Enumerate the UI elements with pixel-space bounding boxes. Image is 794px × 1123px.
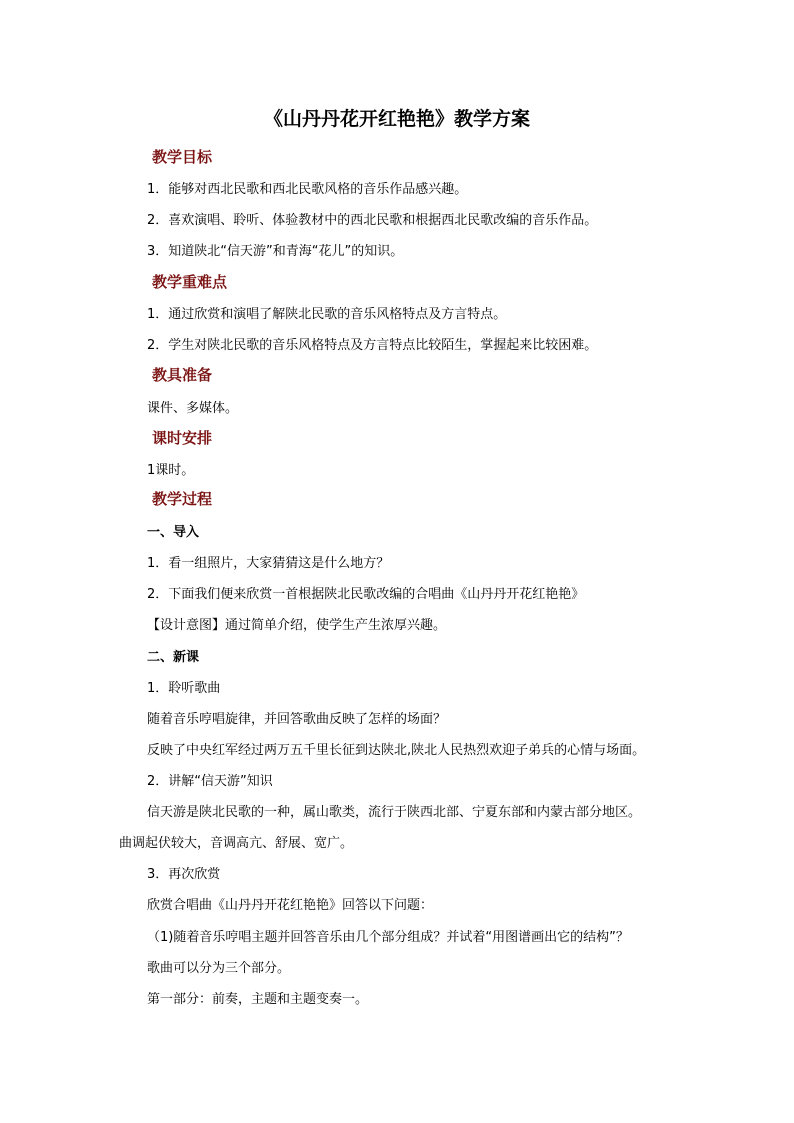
intro-title: 一、导入	[147, 525, 200, 540]
schedule-text: 1课时。	[147, 463, 195, 478]
new-lesson-title: 二、新课	[147, 650, 200, 665]
heading-process: 教学过程	[152, 490, 213, 508]
step2-line-1: 信天游是陕北民歌的一种，属山歌类，流行于陕西北部、宁夏东部和内蒙古部分地区。	[147, 805, 642, 820]
step2-title: 2．讲解“信天游”知识	[147, 774, 273, 789]
intro-item-2: 2．下面我们便来欣赏一首根据陕北民歌改编的合唱曲《山丹丹开花红艳艳》	[147, 587, 585, 602]
step3-title: 3．再次欣赏	[147, 867, 221, 882]
step3-answer-1: 歌曲可以分为三个部分。	[147, 961, 291, 976]
step1-answer: 反映了中央红军经过两万五千里长征到达陕北,陕北人民热烈欢迎子弟兵的心情与场面。	[147, 743, 646, 758]
design-note: 【设计意图】通过简单介绍，使学生产生浓厚兴趣。	[147, 618, 447, 633]
key-point-item-1: 1．通过欣赏和演唱了解陕北民歌的音乐风格特点及方言特点。	[147, 307, 507, 322]
step1-title: 1．聆听歌曲	[147, 681, 221, 696]
heading-key-points: 教学重难点	[152, 273, 228, 291]
step3-sub-question-1: （1)随着音乐哼唱主题并回答音乐由几个部分组成？并试着“用图谱画出它的结构”？	[147, 930, 629, 945]
step3-part-1: 第一部分：前奏，主题和主题变奏一。	[147, 992, 369, 1007]
step2-line-2: 曲调起伏较大，音调高亢、舒展、宽广。	[119, 836, 354, 851]
step1-question: 随着音乐哼唱旋律，并回答歌曲反映了怎样的场面？	[147, 712, 447, 727]
goal-item-3: 3．知道陕北“信天游”和青海“花儿”的知识。	[147, 244, 404, 259]
goal-item-2: 2．喜欢演唱、聆听、体验教材中的西北民歌和根据西北民歌改编的音乐作品。	[147, 213, 598, 228]
intro-item-1: 1．看一组照片，大家猜猜这是什么地方？	[147, 556, 390, 571]
materials-text: 课件、多媒体。	[147, 401, 239, 416]
heading-materials: 教具准备	[152, 366, 213, 384]
heading-schedule: 课时安排	[152, 429, 213, 447]
goal-item-1: 1．能够对西北民歌和西北民歌风格的音乐作品感兴趣。	[147, 182, 468, 197]
heading-goals: 教学目标	[152, 148, 213, 166]
key-point-item-2: 2．学生对陕北民歌的音乐风格特点及方言特点比较陌生，掌握起来比较困难。	[147, 338, 598, 353]
step3-question: 欣赏合唱曲《山丹丹开花红艳艳》回答以下问题：	[147, 898, 434, 913]
page-title: 《山丹丹花开红艳艳》教学方案	[263, 108, 530, 130]
